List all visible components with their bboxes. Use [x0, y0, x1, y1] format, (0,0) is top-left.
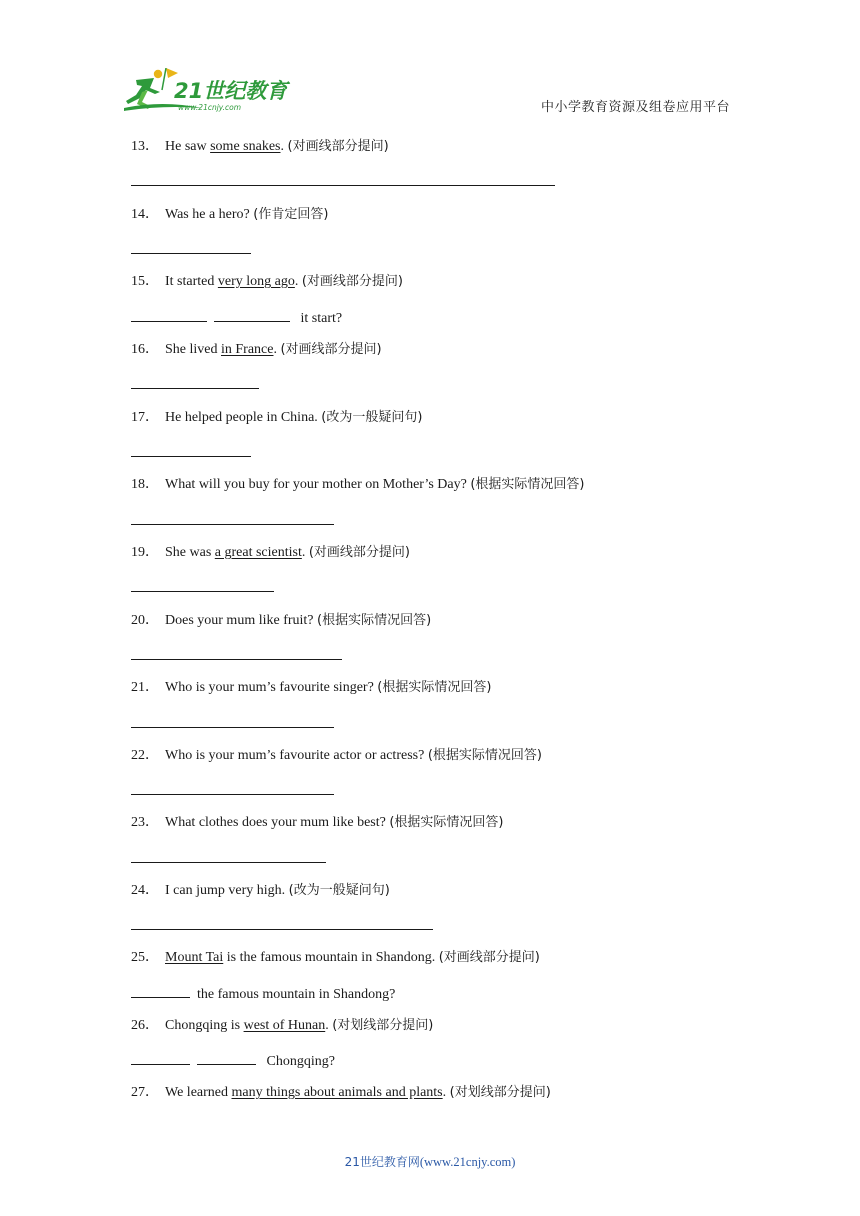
- instruction: (对划线部分提问): [332, 1018, 434, 1033]
- instruction: (根据实际情况回答): [470, 477, 585, 492]
- question-16: 16． She lived in France. (对画线部分提问): [131, 342, 382, 357]
- answer-line-23[interactable]: [131, 847, 326, 867]
- answer-line-16[interactable]: [131, 373, 259, 393]
- underlined-part: very long ago: [217, 274, 295, 289]
- answer-line-25[interactable]: [131, 982, 395, 1002]
- instruction: (根据实际情况回答): [427, 748, 542, 763]
- question-number: 13．: [131, 139, 159, 154]
- answer-line-21[interactable]: [131, 712, 334, 732]
- logo-url-text: www.21cnjy.com: [178, 103, 242, 112]
- answer-tail: it start?: [300, 311, 343, 326]
- instruction: (根据实际情况回答): [389, 815, 504, 830]
- answer-line-24[interactable]: [131, 914, 433, 934]
- question-20: 20． Does your mum like fruit? (根据实际情况回答): [131, 613, 432, 628]
- answer-line-13[interactable]: [131, 170, 555, 190]
- answer-line-15[interactable]: [131, 306, 342, 326]
- instruction: (对画线部分提问): [308, 545, 411, 560]
- underlined-part: Mount Tai: [165, 950, 224, 965]
- instruction: (根据实际情况回答): [377, 680, 492, 695]
- question-17: 17． He helped people in China. (改为一般疑问句): [131, 410, 423, 425]
- answer-line-22[interactable]: [131, 779, 334, 799]
- instruction: (对画线部分提问): [438, 950, 540, 965]
- instruction: (改为一般疑问句): [321, 410, 423, 425]
- page-header: [0, 0, 860, 125]
- question-21: 21． Who is your mum’s favourite singer? (根据实际情况回答): [131, 680, 492, 695]
- answer-line-14[interactable]: [131, 238, 251, 258]
- footer-site-name: 21世纪教育网: [344, 1155, 420, 1169]
- underlined-part: some snakes: [210, 139, 281, 154]
- question-13: 13． He saw some snakes. (对画线部分提问): [131, 139, 389, 154]
- instruction: (根据实际情况回答): [317, 613, 432, 628]
- question-26: 26． Chongqing is west of Hunan. (对划线部分提问): [131, 1018, 434, 1033]
- instruction: (对划线部分提问): [449, 1085, 551, 1100]
- instruction: (对画线部分提问): [287, 139, 389, 154]
- question-19: 19． She was a great scientist. (对画线部分提问): [131, 545, 411, 560]
- logo-text: 21世纪教育: [174, 79, 288, 103]
- answer-line-18[interactable]: [131, 509, 334, 529]
- answer-line-20[interactable]: [131, 644, 342, 664]
- question-14: 14． Was he a hero? (作肯定回答): [131, 207, 329, 222]
- question-27: 27． We learned many things about animals and plants. (对划线部分提问): [131, 1085, 551, 1100]
- question-24: 24． I can jump very high. (改为一般疑问句): [131, 883, 390, 898]
- question-25: 25． Mount Tai is the famous mountain in Shandong. (对画线部分提问): [131, 950, 540, 965]
- answer-line-19[interactable]: [131, 576, 274, 596]
- instruction: (作肯定回答): [253, 207, 329, 222]
- question-22: 22． Who is your mum’s favourite actor or actress? (根据实际情况回答): [131, 748, 542, 763]
- answer-line-26[interactable]: [131, 1049, 335, 1069]
- question-18: 18． What will you buy for your mother on Mother’s Day? (根据实际情况回答): [131, 477, 585, 492]
- answer-tail: the famous mountain in Shandong?: [197, 987, 396, 1002]
- answer-tail: Chongqing?: [266, 1054, 335, 1069]
- underlined-part: many things about animals and plants: [231, 1085, 443, 1100]
- question-23: 23． What clothes does your mum like best? (根据实际情况回答): [131, 815, 504, 830]
- instruction: (改为一般疑问句): [288, 883, 390, 898]
- underlined-part: in France: [221, 342, 274, 357]
- footer-site-url[interactable]: (www.21cnjy.com): [419, 1155, 516, 1169]
- question-15: 15． It started very long ago. (对画线部分提问): [131, 274, 404, 289]
- platform-title: 中小学教育资源及组卷应用平台: [540, 100, 730, 115]
- answer-line-17[interactable]: [131, 441, 251, 461]
- instruction: (对画线部分提问): [301, 274, 404, 289]
- page-footer: [0, 1153, 860, 1170]
- instruction: (对画线部分提问): [280, 342, 382, 357]
- logo-21cnjy-icon: [122, 68, 292, 114]
- underlined-part: a great scientist: [214, 545, 302, 560]
- underlined-part: west of Hunan: [243, 1018, 326, 1033]
